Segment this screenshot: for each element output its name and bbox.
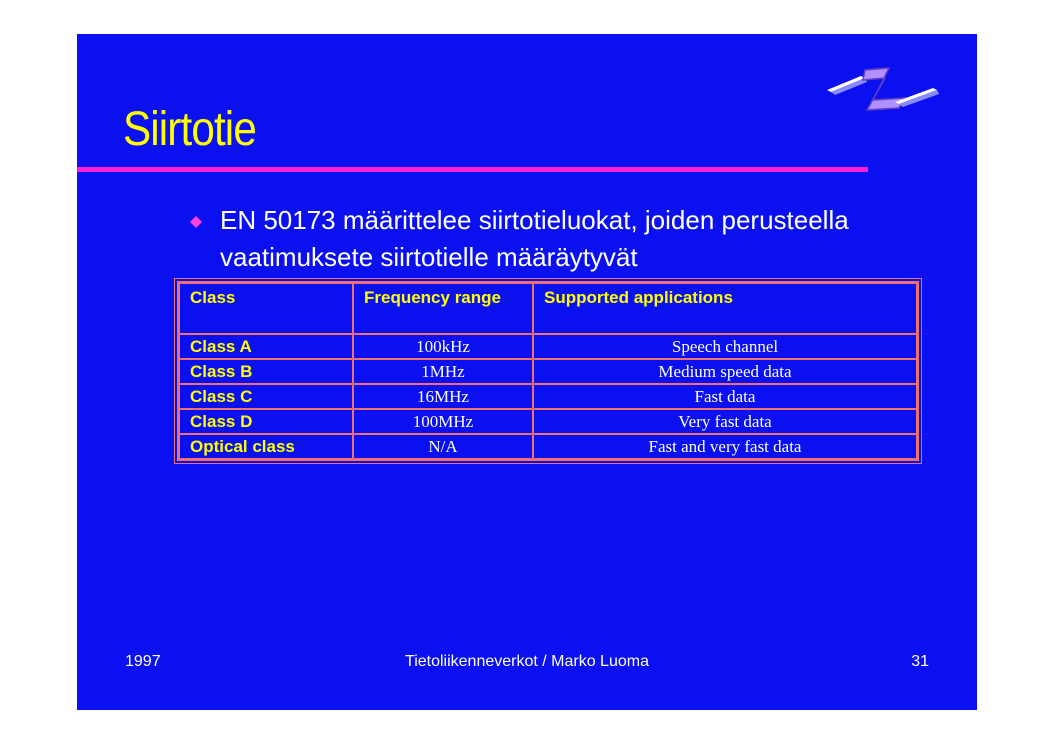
table-row (179, 384, 917, 409)
application-cell: Medium speed data (533, 359, 917, 384)
application-cell: Very fast data (533, 409, 917, 434)
class-cell: Optical class (179, 434, 353, 459)
header-frequency-range: Frequency range (353, 283, 533, 334)
table-row (179, 434, 917, 459)
header-supported-applications: Supported applications (533, 283, 917, 334)
frequency-cell: N/A (353, 434, 533, 459)
application-cell: Fast data (533, 384, 917, 409)
frequency-cell: 16MHz (353, 384, 533, 409)
class-cell: Class B (179, 359, 353, 384)
class-cell: Class C (179, 384, 353, 409)
table-row (179, 409, 917, 434)
footer-course: Tietoliikenneverkot / Marko Luoma (405, 653, 649, 670)
bullet-text: EN 50173 määrittelee siirtotieluokat, joiden perusteella vaatimuksete siirtotielle määräytyvät (220, 205, 849, 272)
table-row (179, 334, 917, 359)
footer-year: 1997 (125, 653, 161, 670)
diamond-bullet-icon (190, 216, 202, 228)
table-header-row (179, 283, 917, 334)
application-cell: Fast and very fast data (533, 434, 917, 459)
class-cell: Class D (179, 409, 353, 434)
application-cell: Speech channel (533, 334, 917, 359)
frequency-cell: 100MHz (353, 409, 533, 434)
transmission-class-table (177, 281, 919, 461)
frequency-cell: 1MHz (353, 359, 533, 384)
z-logo-icon (825, 64, 940, 114)
table-row (179, 359, 917, 384)
class-cell: Class A (179, 334, 353, 359)
frequency-cell: 100kHz (353, 334, 533, 359)
slide-title: Siirtotie (123, 103, 256, 156)
header-class: Class (179, 283, 353, 334)
slide (77, 34, 977, 710)
title-underline (77, 167, 868, 172)
footer-page-number: 31 (911, 653, 929, 670)
